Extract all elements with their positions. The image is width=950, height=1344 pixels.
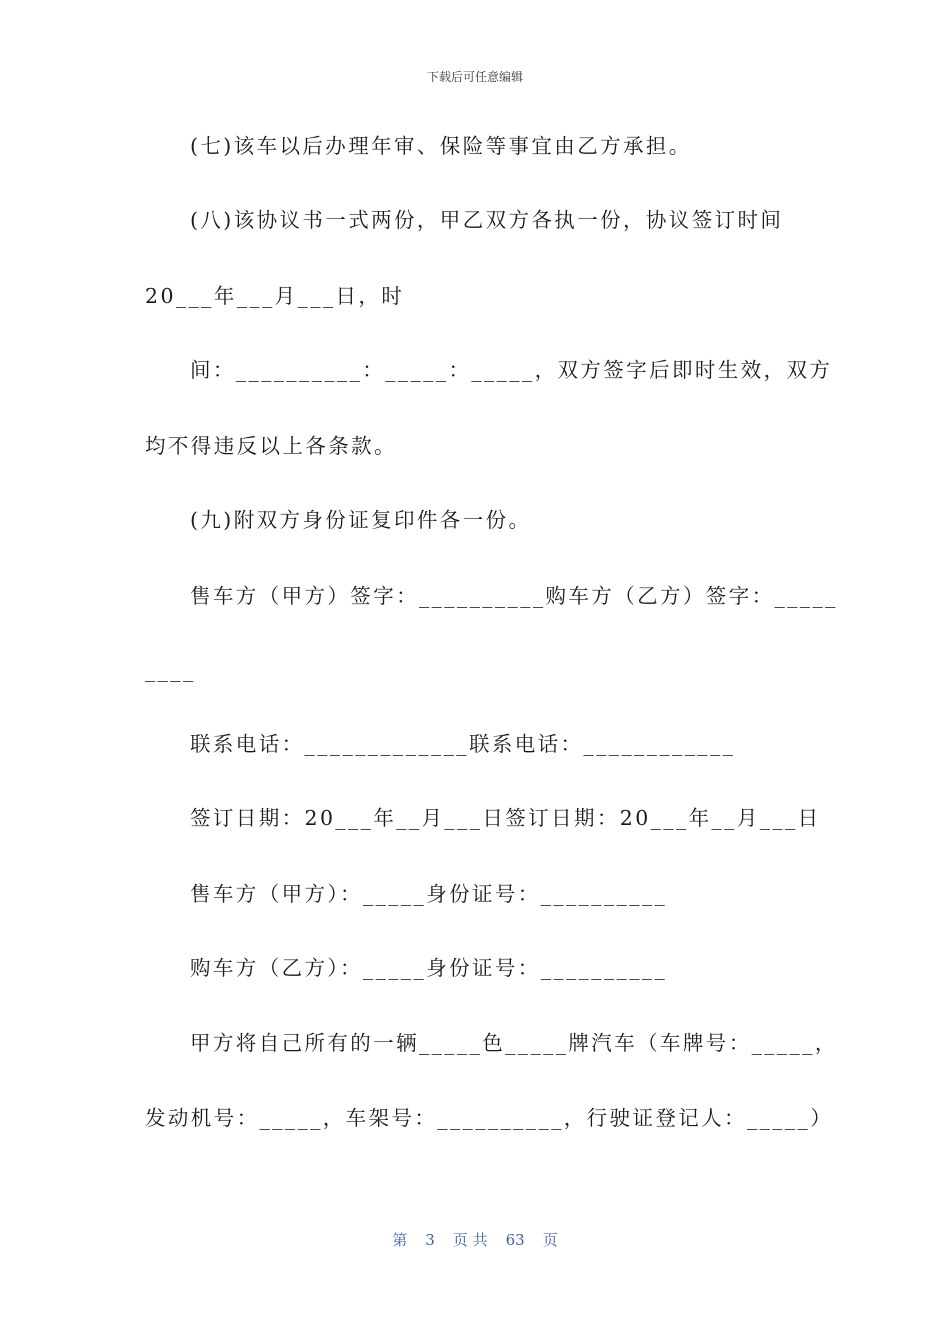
vehicle-details-line: 发动机号：_____，车架号：__________，行驶证登记人：_____） [145,1106,834,1130]
contact-phone-line: 联系电话：_____________联系电话：____________ [190,732,736,756]
vehicle-description-line: 甲方将自己所有的一辆_____色_____牌汽车（车牌号：_____， [190,1031,838,1055]
signature-line-continued: ____ [145,658,196,682]
paragraph-clause-7: (七)该车以后办理年审、保险等事宜由乙方承担。 [190,134,692,158]
paragraph-clause-8: (八)该协议书一式两份，甲乙双方各执一份，协议签订时间 [190,208,784,232]
paragraph-clause-8-time: 间：__________：_____：_____，双方签字后即时生效，双方 [190,358,833,382]
paragraph-clause-8-date: 20___年___月___日，时 [145,284,405,308]
signature-line: 售车方（甲方）签字：__________购车方（乙方）签字：_____ [190,584,838,608]
page-header-note: 下载后可任意编辑 [426,70,523,84]
footer-page-number: 3 [425,1231,435,1249]
buyer-id-line: 购车方（乙方）：_____身份证号：__________ [190,956,668,980]
paragraph-clause-9: (九)附双方身份证复印件各一份。 [190,508,532,532]
footer-suffix: 页 [542,1231,558,1249]
paragraph-clause-8-end: 均不得违反以上各条款。 [145,434,397,458]
footer-prefix: 第 [392,1231,408,1249]
page-footer [0,1229,950,1250]
footer-middle: 页 共 [452,1231,488,1249]
seller-id-line: 售车方（甲方）：_____身份证号：__________ [190,882,668,906]
signing-date-line: 签订日期：20___年__月___日签订日期：20___年__月___日 [190,806,821,830]
footer-total-pages: 63 [505,1231,525,1249]
